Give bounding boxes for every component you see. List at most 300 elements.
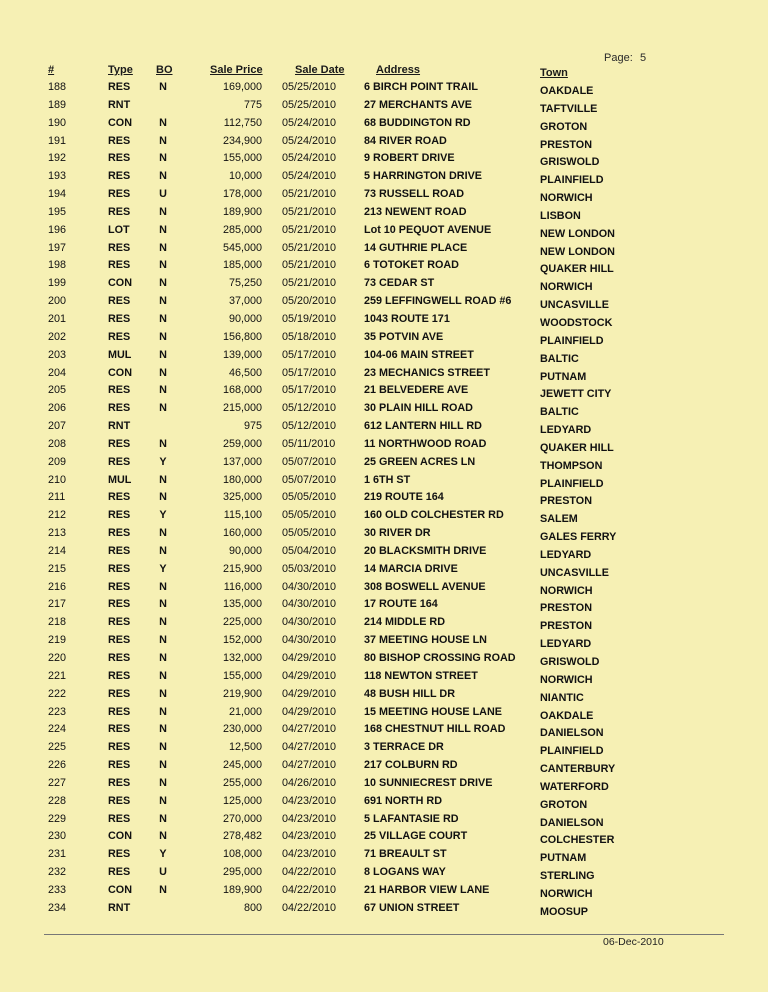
property-type: RNT xyxy=(108,98,131,111)
property-address: 15 MEETING HOUSE LANE xyxy=(364,705,502,718)
sale-date: 05/12/2010 xyxy=(282,402,337,415)
table-row xyxy=(0,276,768,294)
row-number: 231 xyxy=(48,848,67,861)
sale-date: 05/19/2010 xyxy=(282,312,337,325)
property-address: 219 ROUTE 164 xyxy=(364,491,444,504)
row-number: 189 xyxy=(48,98,67,111)
property-type: RES xyxy=(108,723,131,736)
row-number: 196 xyxy=(48,223,67,236)
property-type: RES xyxy=(108,866,131,879)
row-number: 191 xyxy=(48,134,67,147)
sale-date: 04/23/2010 xyxy=(282,848,337,861)
bo-flag: N xyxy=(159,741,167,754)
town-name: NORWICH xyxy=(540,281,593,294)
bo-flag: N xyxy=(159,491,167,504)
bo-flag: N xyxy=(159,473,167,486)
town-name: NIANTIC xyxy=(540,691,584,704)
property-type: RES xyxy=(108,241,131,254)
property-address: 1043 ROUTE 171 xyxy=(364,312,450,325)
property-address: 21 HARBOR VIEW LANE xyxy=(364,883,490,896)
property-type: CON xyxy=(108,277,132,290)
column-header-sale-price: Sale Price xyxy=(210,64,263,76)
bo-flag: N xyxy=(159,295,167,308)
property-type: RES xyxy=(108,81,131,93)
town-name: BALTIC xyxy=(540,352,579,365)
property-type: LOT xyxy=(108,223,130,236)
sale-date: 05/21/2010 xyxy=(282,223,337,236)
row-number: 217 xyxy=(48,598,67,611)
sale-price: 178,000 xyxy=(222,188,262,201)
table-row xyxy=(0,865,768,883)
bo-flag: N xyxy=(159,759,167,772)
row-number: 193 xyxy=(48,170,67,183)
property-address: 8 LOGANS WAY xyxy=(364,866,446,879)
sale-date: 04/22/2010 xyxy=(282,866,337,879)
row-number: 222 xyxy=(48,687,67,700)
sale-date: 05/18/2010 xyxy=(282,330,337,343)
bo-flag: N xyxy=(159,312,167,325)
table-row xyxy=(0,794,768,812)
sale-price: 270,000 xyxy=(222,812,262,825)
sale-price: 295,000 xyxy=(222,866,262,879)
bo-flag: N xyxy=(159,259,167,272)
table-row xyxy=(0,437,768,455)
sale-price: 46,500 xyxy=(228,366,262,379)
sale-price: 108,000 xyxy=(222,848,262,861)
sale-date: 05/24/2010 xyxy=(282,170,337,183)
bo-flag: N xyxy=(159,366,167,379)
table-row xyxy=(0,187,768,205)
town-name: THOMPSON xyxy=(540,459,603,472)
sale-date: 05/17/2010 xyxy=(282,384,337,397)
property-address: 71 BREAULT ST xyxy=(364,848,447,861)
row-number: 221 xyxy=(48,669,67,682)
town-name: PRESTON xyxy=(540,620,592,633)
bo-flag: N xyxy=(159,348,167,361)
bo-flag: N xyxy=(159,81,167,93)
row-number: 206 xyxy=(48,402,67,415)
sale-date: 05/07/2010 xyxy=(282,473,337,486)
sale-date: 04/29/2010 xyxy=(282,705,337,718)
row-number: 188 xyxy=(48,81,67,93)
property-address: Lot 10 PEQUOT AVENUE xyxy=(364,223,492,236)
property-address: 6 BIRCH POINT TRAIL xyxy=(364,81,478,93)
bo-flag: N xyxy=(159,134,167,147)
town-name: UNCASVILLE xyxy=(540,566,609,579)
sale-price: 215,900 xyxy=(222,562,262,575)
sale-date: 05/21/2010 xyxy=(282,277,337,290)
property-type: RES xyxy=(108,562,131,575)
table-row xyxy=(0,258,768,276)
row-number: 199 xyxy=(48,277,67,290)
row-number: 209 xyxy=(48,455,67,468)
bo-flag: N xyxy=(159,812,167,825)
town-name: BALTIC xyxy=(540,406,579,419)
bo-flag: N xyxy=(159,723,167,736)
row-number: 226 xyxy=(48,759,67,772)
property-type: RES xyxy=(108,598,131,611)
column-header-bo: BO xyxy=(156,64,173,76)
sale-price: 230,000 xyxy=(222,723,262,736)
property-type: RES xyxy=(108,580,131,593)
sale-price: 285,000 xyxy=(222,223,262,236)
property-address: 308 BOSWELL AVENUE xyxy=(364,580,486,593)
sale-price: 180,000 xyxy=(222,473,262,486)
town-name: QUAKER HILL xyxy=(540,441,614,454)
table-row xyxy=(0,401,768,419)
row-number: 232 xyxy=(48,866,67,879)
sale-price: 800 xyxy=(243,901,262,914)
sale-price: 139,000 xyxy=(222,348,262,361)
town-name: PLAINFIELD xyxy=(540,477,604,490)
property-address: 48 BUSH HILL DR xyxy=(364,687,455,700)
column-header-address: Address xyxy=(376,64,421,76)
town-name: PUTNAM xyxy=(540,370,587,383)
table-row xyxy=(0,633,768,651)
sale-date: 04/30/2010 xyxy=(282,616,337,629)
property-type: RES xyxy=(108,152,131,165)
property-address: 30 PLAIN HILL ROAD xyxy=(364,402,473,415)
row-number: 234 xyxy=(48,901,67,914)
bo-flag: N xyxy=(159,652,167,664)
property-address: 3 TERRACE DR xyxy=(364,741,444,754)
property-address: 37 MEETING HOUSE LN xyxy=(364,634,487,647)
sale-price: 90,000 xyxy=(228,312,262,325)
town-name: OAKDALE xyxy=(540,709,594,722)
sale-price: 189,900 xyxy=(222,883,262,896)
property-type: RES xyxy=(108,776,131,789)
row-number: 212 xyxy=(48,509,67,522)
property-type: RES xyxy=(108,330,131,343)
town-name: NORWICH xyxy=(540,673,593,686)
property-address: 20 BLACKSMITH DRIVE xyxy=(364,544,487,557)
column-header-sale-date: Sale Date xyxy=(295,64,345,76)
town-name: LISBON xyxy=(540,209,581,222)
property-type: RES xyxy=(108,384,131,397)
table-row xyxy=(0,705,768,723)
table-row xyxy=(0,348,768,366)
bo-flag: N xyxy=(159,402,167,415)
town-name: PUTNAM xyxy=(540,852,587,865)
property-type: RNT xyxy=(108,420,131,433)
property-type: CON xyxy=(108,830,132,843)
row-number: 190 xyxy=(48,116,67,129)
table-row xyxy=(0,758,768,776)
town-name: LEDYARD xyxy=(540,638,592,651)
town-name: GALES FERRY xyxy=(540,531,617,544)
property-type: RES xyxy=(108,455,131,468)
property-type: RES xyxy=(108,402,131,415)
sale-date: 05/25/2010 xyxy=(282,98,337,111)
sale-price: 234,900 xyxy=(222,134,262,147)
town-name: NORWICH xyxy=(540,192,593,205)
row-number: 233 xyxy=(48,883,67,896)
property-address: 217 COLBURN RD xyxy=(364,759,458,772)
sale-date: 05/21/2010 xyxy=(282,259,337,272)
property-type: CON xyxy=(108,366,132,379)
row-number: 224 xyxy=(48,723,67,736)
town-name: PRESTON xyxy=(540,602,592,615)
bo-flag: N xyxy=(159,598,167,611)
table-row xyxy=(0,169,768,187)
sale-price: 225,000 xyxy=(222,616,262,629)
sale-price: 215,000 xyxy=(222,402,262,415)
row-number: 192 xyxy=(48,152,67,165)
property-address: 14 MARCIA DRIVE xyxy=(364,562,458,575)
bo-flag: N xyxy=(159,669,167,682)
property-type: RES xyxy=(108,848,131,861)
property-address: 73 CEDAR ST xyxy=(364,277,435,290)
table-row xyxy=(0,294,768,312)
row-number: 204 xyxy=(48,366,67,379)
sales-table-body xyxy=(0,80,768,919)
property-type: RES xyxy=(108,188,131,201)
sale-price: 155,000 xyxy=(222,669,262,682)
row-number: 229 xyxy=(48,812,67,825)
table-row xyxy=(0,847,768,865)
town-name: PLAINFIELD xyxy=(540,174,604,187)
property-address: 691 NORTH RD xyxy=(364,794,442,807)
sale-date: 04/27/2010 xyxy=(282,759,337,772)
sale-date: 04/29/2010 xyxy=(282,687,337,700)
property-address: 104-06 MAIN STREET xyxy=(364,348,474,361)
property-address: 25 GREEN ACRES LN xyxy=(364,455,476,468)
property-address: 27 MERCHANTS AVE xyxy=(364,98,472,111)
bo-flag: N xyxy=(159,616,167,629)
property-address: 168 CHESTNUT HILL ROAD xyxy=(364,723,506,736)
town-name: WATERFORD xyxy=(540,780,609,793)
row-number: 227 xyxy=(48,776,67,789)
property-address: 30 RIVER DR xyxy=(364,527,431,540)
row-number: 211 xyxy=(48,491,66,504)
property-type: RES xyxy=(108,205,131,218)
row-number: 215 xyxy=(48,562,67,575)
sale-date: 05/24/2010 xyxy=(282,134,337,147)
town-name: GRISWOLD xyxy=(540,156,600,169)
row-number: 201 xyxy=(48,312,67,325)
sale-date: 05/04/2010 xyxy=(282,544,337,557)
property-address: 84 RIVER ROAD xyxy=(364,134,447,147)
property-address: 35 POTVIN AVE xyxy=(364,330,444,343)
report-date: 06-Dec-2010 xyxy=(603,936,664,948)
property-address: 1 6TH ST xyxy=(364,473,411,486)
sale-price: 135,000 xyxy=(222,598,262,611)
town-name: GROTON xyxy=(540,798,588,811)
sale-date: 04/29/2010 xyxy=(282,669,337,682)
row-number: 214 xyxy=(48,544,67,557)
table-row xyxy=(0,526,768,544)
table-row xyxy=(0,312,768,330)
sale-date: 04/22/2010 xyxy=(282,901,337,914)
sale-date: 05/17/2010 xyxy=(282,348,337,361)
bo-flag: N xyxy=(159,830,167,843)
town-name: NEW LONDON xyxy=(540,245,615,258)
sale-price: 12,500 xyxy=(228,741,262,754)
town-name: UNCASVILLE xyxy=(540,299,609,312)
property-type: RES xyxy=(108,741,131,754)
sale-date: 05/12/2010 xyxy=(282,420,337,433)
sale-price: 156,800 xyxy=(222,330,262,343)
bo-flag: N xyxy=(159,437,167,450)
bo-flag: U xyxy=(159,866,167,879)
bo-flag: N xyxy=(159,384,167,397)
footer-divider xyxy=(44,934,724,935)
bo-flag: N xyxy=(159,241,167,254)
sale-price: 10,000 xyxy=(228,170,262,183)
row-number: 213 xyxy=(48,527,67,540)
bo-flag: N xyxy=(159,277,167,290)
property-address: 25 VILLAGE COURT xyxy=(364,830,468,843)
sale-price: 115,100 xyxy=(223,509,262,522)
property-type: RES xyxy=(108,170,131,183)
row-number: 219 xyxy=(48,634,67,647)
town-name: PRESTON xyxy=(540,138,592,151)
sale-price: 545,000 xyxy=(222,241,262,254)
property-address: 214 MIDDLE RD xyxy=(364,616,445,629)
bo-flag: N xyxy=(159,223,167,236)
town-name: JEWETT CITY xyxy=(540,388,612,401)
row-number: 207 xyxy=(48,420,67,433)
sale-price: 132,000 xyxy=(222,652,262,664)
property-type: RES xyxy=(108,312,131,325)
property-type: RES xyxy=(108,669,131,682)
table-row xyxy=(0,829,768,847)
property-type: CON xyxy=(108,116,132,129)
sale-price: 75,250 xyxy=(228,277,262,290)
table-row xyxy=(0,740,768,758)
bo-flag: N xyxy=(159,705,167,718)
column-header-number: # xyxy=(48,64,55,76)
sale-date: 05/07/2010 xyxy=(282,455,337,468)
property-address: 67 UNION STREET xyxy=(364,901,460,914)
sale-price: 775 xyxy=(243,98,262,111)
table-row xyxy=(0,223,768,241)
table-row xyxy=(0,580,768,598)
property-address: 73 RUSSELL ROAD xyxy=(364,188,464,201)
town-name: WOODSTOCK xyxy=(540,316,613,329)
property-type: RES xyxy=(108,509,131,522)
bo-flag: N xyxy=(159,883,167,896)
town-name: DANIELSON xyxy=(540,816,604,829)
property-address: 6 TOTOKET ROAD xyxy=(364,259,459,272)
bo-flag: Y xyxy=(159,848,167,861)
town-name: LEDYARD xyxy=(540,424,592,437)
property-type: RES xyxy=(108,812,131,825)
row-number: 216 xyxy=(48,580,67,593)
table-row xyxy=(0,669,768,687)
bo-flag: N xyxy=(159,776,167,789)
sale-price: 160,000 xyxy=(222,527,262,540)
town-name: COLCHESTER xyxy=(540,834,615,847)
row-number: 228 xyxy=(48,794,67,807)
bo-flag: Y xyxy=(159,562,167,575)
table-row xyxy=(0,98,768,116)
property-address: 10 SUNNIECREST DRIVE xyxy=(364,776,493,789)
sale-price: 255,000 xyxy=(222,776,262,789)
table-row xyxy=(0,615,768,633)
sale-date: 05/03/2010 xyxy=(282,562,337,575)
town-name: GROTON xyxy=(540,120,588,133)
table-row xyxy=(0,455,768,473)
table-row xyxy=(0,134,768,152)
table-row xyxy=(0,151,768,169)
property-type: RNT xyxy=(108,901,131,914)
property-address: 11 NORTHWOOD ROAD xyxy=(364,437,487,450)
property-type: RES xyxy=(108,705,131,718)
sale-date: 05/17/2010 xyxy=(282,366,337,379)
town-name: MOOSUP xyxy=(540,905,588,918)
table-row xyxy=(0,330,768,348)
property-type: MUL xyxy=(108,473,132,486)
sale-price: 325,000 xyxy=(222,491,262,504)
column-header-type: Type xyxy=(108,64,133,76)
bo-flag: N xyxy=(159,544,167,557)
table-row xyxy=(0,80,768,98)
page-number: 5 xyxy=(640,52,647,64)
town-name: STERLING xyxy=(540,870,595,883)
town-name: PLAINFIELD xyxy=(540,745,604,758)
sale-price: 155,000 xyxy=(222,152,262,165)
bo-flag: N xyxy=(159,170,167,183)
town-name: QUAKER HILL xyxy=(540,263,614,276)
sale-date: 05/21/2010 xyxy=(282,188,337,201)
property-type: RES xyxy=(108,437,131,450)
property-address: 5 HARRINGTON DRIVE xyxy=(364,170,482,183)
table-row xyxy=(0,490,768,508)
sale-date: 05/24/2010 xyxy=(282,116,337,129)
sale-date: 04/23/2010 xyxy=(282,812,337,825)
table-row xyxy=(0,883,768,901)
sale-date: 05/05/2010 xyxy=(282,527,337,540)
sale-date: 05/05/2010 xyxy=(282,491,337,504)
property-type: RES xyxy=(108,259,131,272)
town-name: GRISWOLD xyxy=(540,656,600,668)
row-number: 208 xyxy=(48,437,67,450)
property-address: 21 BELVEDERE AVE xyxy=(364,384,469,397)
table-row xyxy=(0,597,768,615)
sale-price: 245,000 xyxy=(222,759,262,772)
bo-flag: Y xyxy=(159,509,167,522)
property-address: 259 LEFFINGWELL ROAD #6 xyxy=(364,295,512,308)
sale-price: 112,750 xyxy=(223,116,262,129)
town-name: PLAINFIELD xyxy=(540,334,604,347)
property-address: 9 ROBERT DRIVE xyxy=(364,152,455,165)
table-row xyxy=(0,687,768,705)
sale-price: 90,000 xyxy=(228,544,262,557)
row-number: 200 xyxy=(48,295,67,308)
row-number: 223 xyxy=(48,705,67,718)
sale-date: 05/21/2010 xyxy=(282,241,337,254)
town-name: NORWICH xyxy=(540,887,593,900)
table-row xyxy=(0,419,768,437)
town-name: DANIELSON xyxy=(540,727,604,740)
bo-flag: Y xyxy=(159,455,167,468)
property-address: 612 LANTERN HILL RD xyxy=(364,420,482,433)
bo-flag: N xyxy=(159,580,167,593)
row-number: 195 xyxy=(48,205,67,218)
sale-date: 05/24/2010 xyxy=(282,152,337,165)
sale-date: 04/27/2010 xyxy=(282,741,337,754)
property-type: CON xyxy=(108,883,132,896)
sale-price: 137,000 xyxy=(222,455,262,468)
row-number: 202 xyxy=(48,330,67,343)
sale-price: 116,000 xyxy=(223,580,262,593)
property-type: RES xyxy=(108,759,131,772)
sale-price: 185,000 xyxy=(222,259,262,272)
property-address: 5 LAFANTASIE RD xyxy=(364,812,459,825)
table-row xyxy=(0,366,768,384)
sale-date: 04/23/2010 xyxy=(282,794,337,807)
